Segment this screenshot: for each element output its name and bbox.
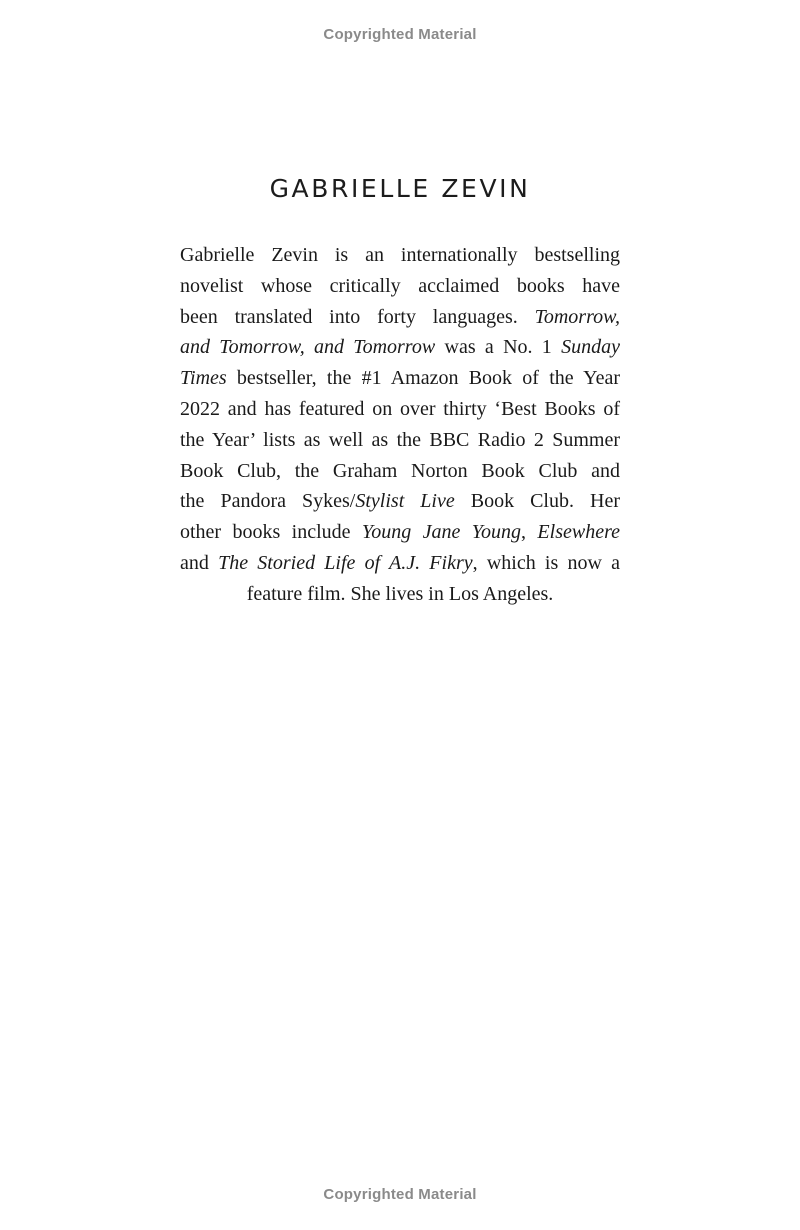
bio-text: bestseller, the #1 Amazon Book of the Year [226,367,620,390]
bio-text: was a No. 1 [435,336,562,359]
bio-text: feature film. She lives in Los Angeles. [246,582,554,605]
bio-line [180,456,620,487]
bio-text: Gabrielle Zevin is an internationally bestselling [180,244,620,266]
bio-text: the Year’ lists as well as the BBC Radio 2 Summer [180,428,620,451]
bio-line [180,517,620,548]
author-name-heading: GABRIELLE ZEVIN [269,174,531,203]
bio-line [180,425,620,456]
bio-line [180,394,620,425]
bio-italic-title: Young Jane Young [361,521,522,544]
bio-line [180,363,620,394]
author-biography [180,240,620,610]
bio-italic-title: Sunday [561,336,620,359]
bio-text: the Pandora Sykes/ [180,490,356,513]
bio-line [180,271,620,302]
bio-italic-title: The Storied Life of A.J. Fikry [218,551,473,574]
bio-italic-title: and Tomorrow, and Tomorrow [180,336,436,359]
bio-text: Book Club, the Graham Norton Book Club and [180,459,620,482]
bio-text: , which is now a [472,551,620,574]
bio-italic-title: Times [180,367,227,390]
bio-text: Book Club. Her [454,490,620,513]
bio-text: novelist whose critically acclaimed books have [180,274,620,297]
bio-text: 2022 and has featured on over thirty ‘Best Books of [180,397,620,420]
bio-line [180,579,620,610]
bio-text: , [521,521,538,544]
bio-italic-title: Tomorrow, [534,305,620,328]
bio-italic-title: Elsewhere [537,521,620,544]
bio-text: been translated into forty languages. [180,305,535,328]
bio-line [180,486,620,517]
bio-line [180,332,620,363]
copyright-watermark-top: Copyrighted Material [323,26,477,43]
bio-line [180,302,620,333]
bio-text: and [180,551,219,574]
bio-line [180,548,620,579]
copyright-watermark-bottom: Copyrighted Material [323,1186,477,1203]
bio-italic-title: Stylist Live [355,490,455,513]
bio-text: other books include [180,521,362,544]
bio-line [180,240,620,271]
